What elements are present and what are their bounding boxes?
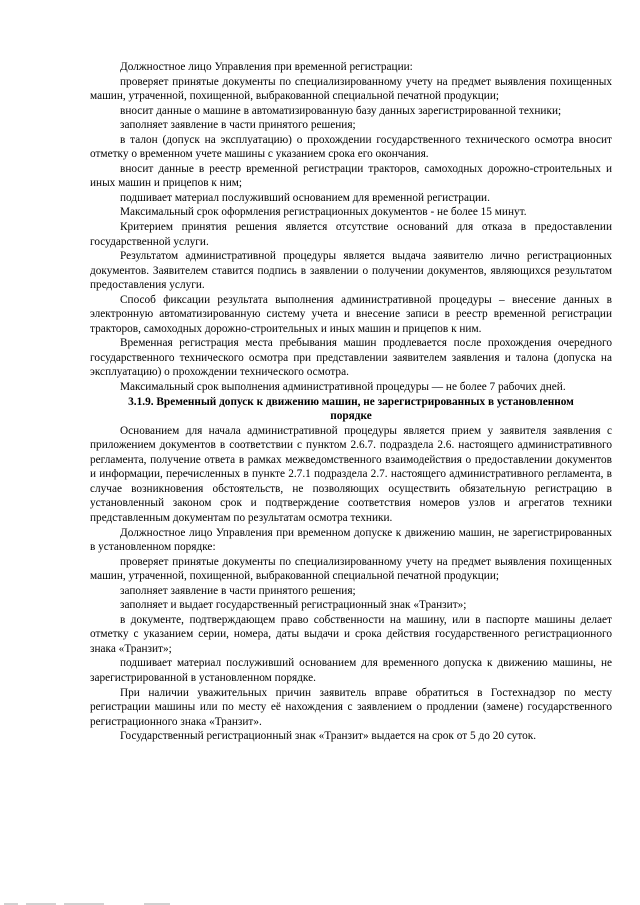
paragraph: Основанием для начала административной процедуры является прием у заявителя заявления с приложением документов в соответствии с пунктом 2.6.7. подраздела 2.6. настоящего административного регламента, получение ответа в рамках межведомственного взаимодействия о предоставлении документов и информации, перечисленных в пункте 2.7.1 подраздела 2.7. настоящего административного регламента, в случае возникновения обстоятельств, не позволяющих осуществить обязательную регистрацию в установленный законом срок и подтверждение соответствия номеров узлов и агрегатов техники представленным документам по результатам осмотра техники. [90,424,612,524]
paragraph: Государственный регистрационный знак «Транзит» выдается на срок от 5 до 20 суток. [120,730,537,743]
paragraph: Должностное лицо Управления при временном допуске к движению машин, не зарегистрированных в установленном порядке: [90,526,612,554]
paragraph: проверяет принятые документы по специализированному учету на предмет выявления похищенных машин, утраченной, похищенной, выбракованной специальной печатной продукции; [90,75,612,103]
paragraph: подшивает материал послуживший основанием для временного допуска к движению машины, не зарегистрированной в установленном порядке. [90,657,612,684]
paragraph: При наличии уважительных причин заявитель вправе обратиться в Гостехнадзор по месту регистрации машины или по месту её нахождения с заявлением о продлении (замене) государственного регистрационного знака «Транзит». [90,686,612,728]
paragraph: Максимальный срок выполнения административной процедуры — не более 7 рабочих дней. [120,381,566,394]
paragraph: заполняет заявление в части принятого решения; [120,584,356,597]
paragraph: проверяет принятые документы по специализированному учету на предмет выявления похищенных машин, утраченной, похищенной, выбракованной специальной печатной продукции; [90,555,612,583]
paragraph: Способ фиксации результата выполнения административной процедуры – внесение данных в электронную автоматизированную систему учета и внесение записи в реестр временной регистрации тракторов, самоходных дорожно-строительных и иных машин и прицепов к ним. [90,293,612,335]
paragraph: Максимальный срок оформления регистрационных документов - не более 15 минут. [120,206,527,219]
paragraph: Должностное лицо Управления при временной регистрации: [120,61,413,73]
paragraph: вносит данные о машине в автоматизированную базу данных зарегистрированной техники; [120,104,562,117]
section-heading: 3.1.9. Временный допуск к движению машин, не зарегистрированных в установленном порядке [128,395,574,423]
paragraph: подшивает материал послуживший основанием для временной регистрации. [120,191,490,204]
scan-noise [4,901,204,905]
paragraph: Критерием принятия решения является отсутствие оснований для отказа в предоставлении государственной услуги. [90,221,612,248]
paragraph: в талон (допуск на эксплуатацию) о прохождении государственного технического осмотра вносит отметку о временном учете машины с указанием срока его окончания. [90,133,612,161]
paragraph: заполняет заявление в части принятого решения; [120,119,356,132]
paragraph: заполняет и выдает государственный регистрационный знак «Транзит»; [120,599,467,612]
paragraph: вносит данные в реестр временной регистрации тракторов, самоходных дорожно-строительных и иных машин и прицепов к ним; [90,162,612,190]
paragraph: в документе, подтверждающем право собственности на машину, или в паспорте машины делает отметку с указанием серии, номера, даты выдачи и срока действия государственного регистрационного знака «Транзит»; [90,613,612,655]
paragraph: Результатом административной процедуры является выдача заявителю лично регистрационных документов. Заявителем ставится подпись в заявлении о получении документов, являющихся результатом предоставления услуги. [90,250,612,292]
paragraph: Временная регистрация места пребывания машин продлевается после прохождения очередного государственного технического осмотра при представлении заявителем заявления и талона (допуска на эксплуатацию) о прохождении технического осмотра. [90,337,612,379]
